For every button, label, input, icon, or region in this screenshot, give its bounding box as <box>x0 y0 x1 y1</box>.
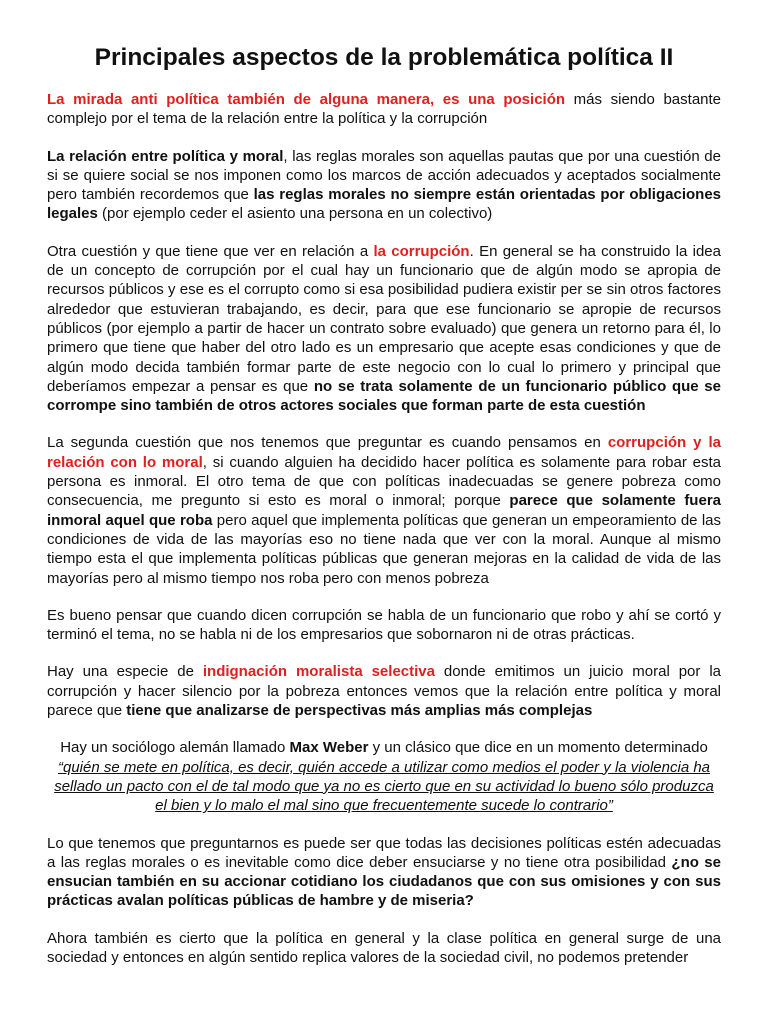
paragraph-3 <box>47 242 721 416</box>
highlight-text: indignación moralista selectiva <box>202 663 435 681</box>
bold-text: tiene que analizarse de perspectivas más amplias más complejas <box>126 702 593 720</box>
highlight-text: la corrupción <box>373 242 470 260</box>
paragraph-6 <box>47 662 721 720</box>
body-text: Otra cuestión y que tiene que ver en relación a <box>47 242 374 260</box>
paragraph-1 <box>47 90 721 129</box>
bold-text: las reglas morales no siempre están orientadas por obligaciones legales <box>47 186 722 223</box>
paragraph-5 <box>47 606 721 645</box>
highlight-text: La mirada anti política también de alguna manera, es una posición <box>47 91 566 108</box>
body-text: Ahora también es cierto que la política en general y la clase política en general surge de una sociedad y entonces en algún sentido replica valores de la sociedad civil, no podemos pretender <box>47 929 721 966</box>
bold-text: no se trata solamente de un funcionario público que se corrompe sino también de otros actores sociales que forman parte de esta cuestión <box>47 377 721 415</box>
body-text: . En general se ha construido la idea de un concepto de corrupción por el cual hay un funcionario que de algún modo se apropia de recursos públicos y ese es el corrupto como si esa posibilidad pudiera existir per se sin otros factores alrededor que estuvieran trabajando, es decir, para que ese funcionario se apropie de recursos públicos (por ejemplo a partir de hacer un contrato sobre evaluado) que genera un retorno para él, lo primero que tiene que haber del otro lado es un empresario que acepte esas condiciones y que de algún modo decida también formar parte de este negocio con lo cual lo primero y principal que deberíamos empezar a pensar es que <box>47 242 721 395</box>
body-text: La segunda cuestión que nos tenemos que preguntar es cuando pensamos en <box>47 434 608 452</box>
body-text: (por ejemplo ceder el asiento una persona en un colectivo) <box>97 205 493 223</box>
body-text: Lo que tenemos que preguntarnos es puede ser que todas las decisiones políticas estén adecuadas a las reglas morales o es inevitable como dice deber ensuciarse y no tiene otra posibilidad <box>47 834 721 871</box>
paragraph-7-quote <box>47 738 721 815</box>
body-text: y un clásico que dice en un momento determinado <box>368 739 708 757</box>
body-text: Es bueno pensar que cuando dicen corrupción se habla de un funcionario que robo y ahí se cortó y terminó el tema, no se habla ni de los empresarios que sobornaron ni de otras prácticas. <box>47 606 721 644</box>
body-text: donde emitimos un juicio moral por la corrupción y hacer silencio por la pobreza entonces vemos que la relación entre política y moral parece que <box>47 663 722 720</box>
author-name: Max Weber <box>289 739 369 757</box>
paragraph-4 <box>47 433 721 587</box>
body-text: Hay un sociólogo alemán llamado <box>60 739 290 757</box>
bold-text: parece que solamente fuera inmoral aquel que roba <box>47 492 721 529</box>
paragraph-9 <box>47 929 721 968</box>
body-text: Hay una especie de <box>47 663 203 681</box>
document-body <box>47 90 721 985</box>
paragraph-8 <box>47 834 721 911</box>
body-text: más siendo bastante complejo por el tema de la relación entre la política y la corrupción <box>47 91 722 128</box>
body-text: , si cuando alguien ha decidido hacer política es solamente para robar esta persona es inmoral. El otro tema de que con políticas inadecuadas se genere pobreza como consecuencia, me pregunto si esto es moral o inmoral; porque <box>47 453 721 510</box>
highlight-text: corrupción y la relación con lo moral <box>47 434 722 471</box>
body-text: pero aquel que implementa políticas que generan un empeoramiento de las condiciones de vida de las mayorías eso no tiene nada que ver con la moral. Aunque al mismo tiempo esta el que implementa políticas públicas que generan mejoras en la calidad de vida de las mayorías pero al mismo tiempo nos roba pero con menos pobreza <box>47 511 721 587</box>
bold-text: La relación entre política y moral <box>47 147 284 165</box>
paragraph-2 <box>47 147 721 224</box>
body-text: , las reglas morales son aquellas pautas que por una cuestión de si se quiere social se nos imponen como los marcos de acción adecuados y aceptados socialmente pero también recordemos que <box>47 147 721 204</box>
bold-question: ¿no se ensucian también en su accionar cotidiano los ciudadanos que con sus omisiones y con sus prácticas avalan políticas públicas de hambre y de miseria? <box>47 853 721 910</box>
page-title: Principales aspectos de la problemática política II <box>94 44 674 71</box>
quote-text: “quién se mete en política, es decir, quién accede a utilizar como medios el poder y la violencia ha sellado un pacto con el de tal modo que ya no es cierto que en su actividad lo bueno sólo produzca el bien y lo malo el mal sino que frecuentemente sucede lo contrario” <box>54 758 714 815</box>
